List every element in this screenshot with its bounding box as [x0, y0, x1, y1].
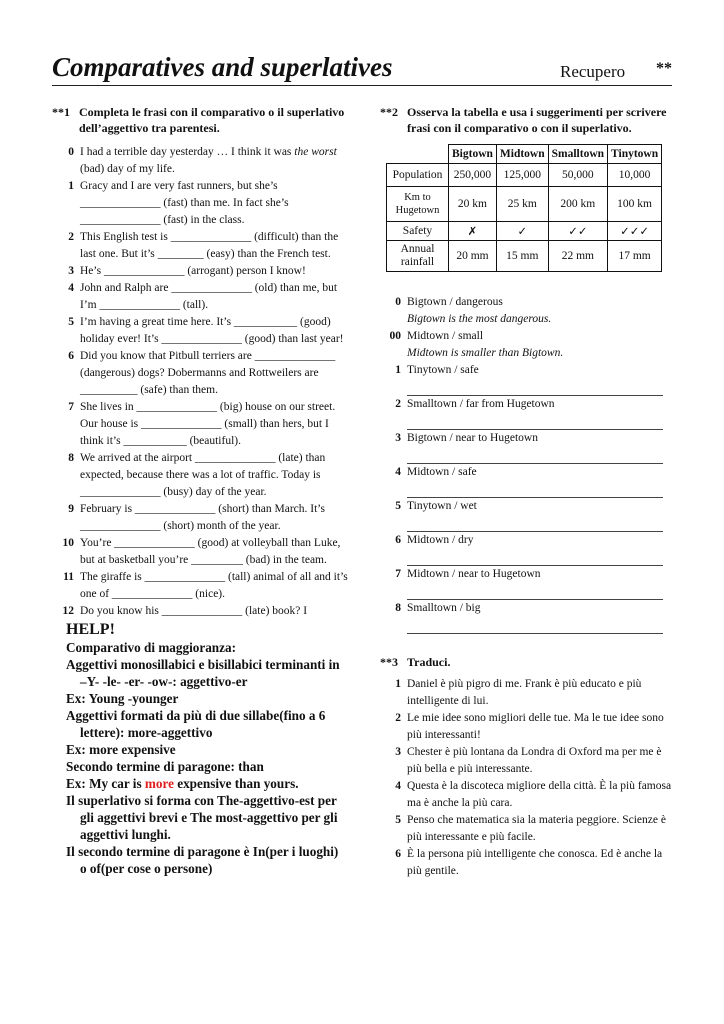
answer-line[interactable]: [407, 447, 663, 464]
exercise-item: [380, 566, 676, 600]
exercise-instruction: Osserva la tabella e usa i suggerimenti per scrivere frasi con il comparativo o con il superlativo.: [407, 105, 667, 135]
help-line-pre: Ex: My car is: [66, 776, 145, 791]
highlighted-word: more: [144, 776, 174, 791]
answer-line[interactable]: [407, 515, 663, 532]
exercise-2-items: [380, 294, 676, 634]
item-prompt: Midtown / dry: [407, 534, 474, 546]
item-number: 5: [395, 500, 401, 512]
item-number: 7: [395, 568, 401, 580]
item-text: [80, 144, 348, 178]
item-prompt: Midtown / safe: [407, 466, 477, 478]
exercise-item: [52, 229, 348, 263]
exercise-item: [52, 314, 348, 348]
item-number: 5: [68, 316, 74, 328]
exercise-1-heading: [52, 104, 348, 136]
exercise-item: [380, 778, 676, 812]
exercise-item: [52, 501, 348, 535]
table-cell: ✓✓✓: [608, 222, 662, 241]
help-line: Ex: Young -younger: [66, 691, 179, 706]
item-text: This English test is ______________ (difficult) than the last one. But it’s ________ (easy) than the French test.: [80, 231, 339, 260]
item-prompt: Smalltown / big: [407, 602, 481, 614]
table-cell: 200 km: [548, 187, 607, 222]
table-cell: 25 km: [496, 187, 548, 222]
item-number: 6: [395, 848, 401, 860]
item-text: He’s ______________ (arrogant) person I know!: [80, 265, 306, 277]
table-column-header: Tinytown: [608, 145, 662, 164]
help-line: [52, 775, 348, 792]
exercise-item: [380, 396, 676, 430]
table-row: [387, 187, 662, 222]
item-prompt: Tinytown / wet: [407, 500, 477, 512]
table-row: [387, 222, 662, 241]
item-text: The giraffe is ______________ (tall) animal of all and it’s one of ______________ (nice).: [80, 571, 348, 600]
item-example-answer: Midtown is smaller than Bigtown.: [407, 347, 564, 359]
exercise-item: [380, 532, 676, 566]
answer-line[interactable]: [407, 379, 663, 396]
table-row-header: Population: [387, 164, 449, 187]
table-cell: 15 mm: [496, 241, 548, 272]
item-prompt: Midtown / near to Hugetown: [407, 568, 541, 580]
item-prompt: Smalltown / far from Hugetown: [407, 398, 555, 410]
help-line: Aggettivi monosillabici e bisillabici terminanti in –Y- -le- -er- -ow-: aggettivo-er: [66, 657, 340, 689]
item-body: [407, 600, 676, 634]
item-number: 4: [395, 780, 401, 792]
exercise-item: [52, 178, 348, 229]
item-text: Le mie idee sono migliori delle tue. Ma le tue idee sono più interessanti!: [407, 712, 664, 741]
item-number: 2: [395, 712, 401, 724]
exercise-2-heading: [380, 104, 676, 136]
exercise-item: [380, 744, 676, 778]
answer-line[interactable]: [407, 617, 663, 634]
item-number: 11: [63, 571, 74, 583]
help-box: [52, 620, 348, 877]
table-corner: [387, 145, 449, 164]
item-text: She lives in ______________ (big) house on our street. Our house is ______________ (small) than hers, but I think it’s ___________ (beautiful).: [80, 401, 336, 447]
exercise-item: [52, 280, 348, 314]
page-title: Comparatives and superlatives: [52, 52, 393, 82]
item-number: 4: [68, 282, 74, 294]
item-number: 8: [395, 602, 401, 614]
exercise-item: [380, 710, 676, 744]
item-body: [407, 430, 676, 464]
exercise-item: [380, 464, 676, 498]
help-line: Comparativo di maggioranza:: [66, 640, 236, 655]
item-text: I’m having a great time here. It’s ___________ (good) holiday ever! It’s ______________ (good) than last year!: [80, 316, 344, 345]
help-line: Il superlativo si forma con The-aggettivo-est per gli aggettivi brevi e The most-aggettivo per gli aggettivi lunghi.: [66, 793, 338, 842]
item-text: Penso che matematica sia la materia peggiore. Scienze è più interessante e più facile.: [407, 814, 666, 843]
difficulty-stars: **: [656, 60, 672, 77]
exercise-number: **3: [380, 655, 398, 669]
page-subtitle: Recupero: [560, 62, 626, 81]
item-text: Daniel è più pigro di me. Frank è più educato e più intelligente di lui.: [407, 678, 642, 707]
example-item: [380, 294, 676, 328]
exercise-instruction: Traduci.: [407, 655, 451, 669]
help-line-post: expensive than yours.: [173, 776, 299, 791]
exercise-3-heading: [380, 654, 676, 670]
answer-line[interactable]: [407, 413, 663, 430]
table-header-row: [387, 145, 662, 164]
help-line: Secondo termine di paragone: than: [66, 759, 264, 774]
item-body: [407, 532, 676, 566]
exercise-number: **2: [380, 105, 398, 119]
table-cell: 100 km: [608, 187, 662, 222]
exercise-3-items: [380, 676, 676, 880]
table-cell: 50,000: [548, 164, 607, 187]
table-column-header: Smalltown: [548, 145, 607, 164]
item-number: 00: [389, 330, 401, 342]
item-number: 3: [395, 432, 401, 444]
exercise-item: [52, 535, 348, 569]
item-text: Gracy and I are very fast runners, but she’s ______________ (fast) than me. In fact she’s ______________ (fast) in the class.: [80, 180, 289, 226]
item-prompt: Tinytown / safe: [407, 364, 479, 376]
table-row-header: Km to Hugetown: [387, 187, 449, 222]
answer-line[interactable]: [407, 583, 663, 600]
example-item: [380, 328, 676, 362]
table-cell: 22 mm: [548, 241, 607, 272]
exercise-item: [380, 846, 676, 880]
item-number: 12: [62, 605, 74, 617]
item-number: 0: [68, 146, 74, 158]
exercise-item: [380, 676, 676, 710]
help-line: Ex: more expensive: [66, 742, 176, 757]
item-text: February is ______________ (short) than March. It’s ______________ (short) month of the year.: [80, 503, 325, 532]
exercise-item: [52, 348, 348, 399]
item-prompt: Bigtown / dangerous: [407, 296, 503, 308]
item-text-post: (bad) day of my life.: [80, 163, 175, 175]
exercise-item: [52, 603, 348, 620]
table-row: [387, 241, 662, 272]
item-text: Questa è la discoteca migliore della città. È la più famosa ma è anche la più cara.: [407, 780, 672, 809]
exercise-1-items: [52, 144, 348, 620]
item-body: [407, 294, 676, 328]
table-cell: 10,000: [608, 164, 662, 187]
item-number: 4: [395, 466, 401, 478]
item-number: 6: [395, 534, 401, 546]
exercise-item: [52, 399, 348, 450]
item-number: 1: [395, 678, 401, 690]
table-cell: 250,000: [449, 164, 497, 187]
exercise-item: [380, 600, 676, 634]
table-column-header: Bigtown: [449, 145, 497, 164]
exercise-number: **1: [52, 105, 70, 119]
table-cell: ✗: [449, 222, 497, 241]
item-example-answer: Bigtown is the most dangerous.: [407, 313, 552, 325]
table-column-header: Midtown: [496, 145, 548, 164]
table-cell: 125,000: [496, 164, 548, 187]
help-title: HELP!: [66, 621, 115, 638]
item-prompt: Midtown / small: [407, 330, 484, 342]
exercise-item: [52, 263, 348, 280]
exercise-item: [52, 450, 348, 501]
item-text: Did you know that Pitbull terriers are ______________ (dangerous) dogs? Dobermanns and Rottweilers are __________ (safe) than them.: [80, 350, 336, 396]
exercise-item: [380, 812, 676, 846]
exercise-item: [52, 569, 348, 603]
table-cell: 17 mm: [608, 241, 662, 272]
item-number: 1: [68, 180, 74, 192]
item-number: 2: [395, 398, 401, 410]
item-number: 5: [395, 814, 401, 826]
item-text: Chester è più lontana da Londra di Oxford ma per me è più bella e più interessante.: [407, 746, 662, 775]
item-text: È la persona più intelligente che conosca. Ed è anche la più gentile.: [407, 848, 663, 877]
item-body: [407, 566, 676, 600]
help-line: Il secondo termine di paragone è In(per i luoghi) o of(per cose o persone): [66, 844, 339, 876]
help-line: Aggettivi formati da più di due sillabe(fino a 6 lettere): more-aggettivo: [66, 708, 326, 740]
table-cell: ✓✓: [548, 222, 607, 241]
exercise-item: [380, 498, 676, 532]
item-body: [407, 396, 676, 430]
exercise-item: [380, 430, 676, 464]
item-number: 10: [62, 537, 74, 549]
item-number: 3: [395, 746, 401, 758]
item-text: John and Ralph are ______________ (old) than me, but I’m ______________ (tall).: [80, 282, 338, 311]
table-cell: 20 km: [449, 187, 497, 222]
item-number: 9: [68, 503, 74, 515]
item-body: [407, 498, 676, 532]
towns-table: [386, 144, 662, 272]
table-row: [387, 164, 662, 187]
item-text: Do you know his ______________ (late) book? I: [80, 605, 308, 617]
item-number: 8: [68, 452, 74, 464]
item-number: 7: [68, 401, 74, 413]
answer-line[interactable]: [407, 549, 663, 566]
item-number: 1: [395, 364, 401, 376]
answer-line[interactable]: [407, 481, 663, 498]
exercise-instruction: Completa le frasi con il comparativo o il superlativo dell’aggettivo tra parentesi.: [79, 105, 345, 135]
item-prompt: Bigtown / near to Hugetown: [407, 432, 538, 444]
right-column: [380, 104, 676, 880]
table-cell: ✓: [496, 222, 548, 241]
left-column: [52, 104, 348, 877]
item-number: 3: [68, 265, 74, 277]
table-row-header: Annual rainfall: [387, 241, 449, 272]
exercise-item: [52, 144, 348, 178]
table-row-header: Safety: [387, 222, 449, 241]
item-text: You’re ______________ (good) at volleyball than Luke, but at basketball you’re _________ (bad) in the team.: [80, 537, 341, 566]
item-number: 2: [68, 231, 74, 243]
item-text: We arrived at the airport ______________ (late) than expected, because there was a lot of traffic. Today is ______________ (busy) day of the year.: [80, 452, 326, 498]
exercise-item: [380, 362, 676, 396]
item-text-pre: I had a terrible day yesterday … I think it was: [80, 146, 295, 158]
item-number: 6: [68, 350, 74, 362]
item-answer-example: the worst: [294, 146, 337, 158]
item-body: [407, 464, 676, 498]
item-body: [407, 328, 676, 362]
table-cell: 20 mm: [449, 241, 497, 272]
page-header: [52, 52, 672, 86]
item-number: 0: [395, 296, 401, 308]
exercise-3: [380, 654, 676, 880]
item-body: [407, 362, 676, 396]
